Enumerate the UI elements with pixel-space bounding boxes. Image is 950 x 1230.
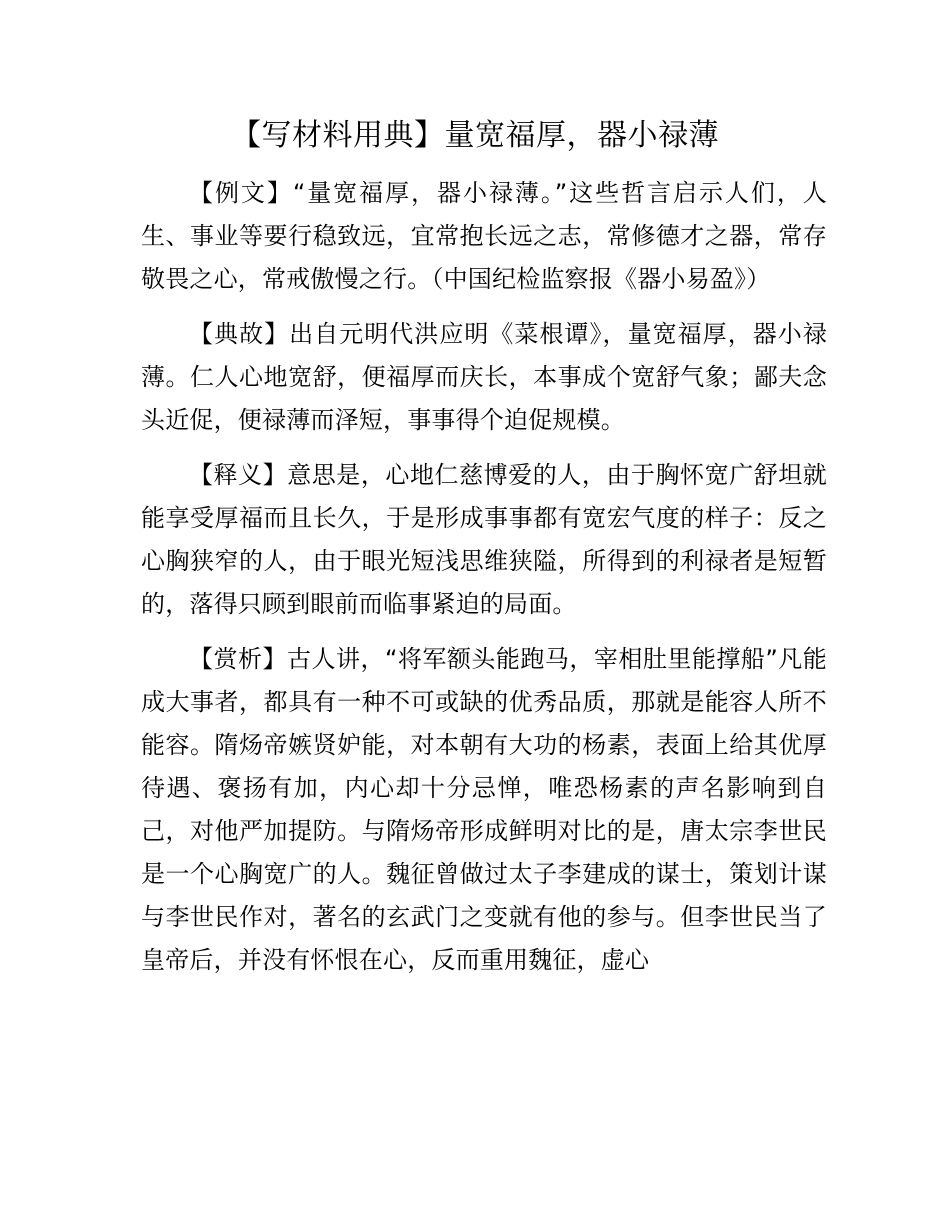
paragraph-example: 【例文】“量宽福厚，器小禄薄。”这些哲言启示人们，人生、事业等要行稳致远，宜常抱长远之志，常修德才之器，常存敬畏之心，常戒傲慢之行。（中国纪检监察报《器小易盈》） xyxy=(141,179,827,293)
document-title: 【写材料用典】量宽福厚，器小禄薄 xyxy=(231,118,719,153)
paragraph-meaning: 【释义】意思是，心地仁慈博爱的人，由于胸怀宽广舒坦就能享受厚福而且长久，于是形成事事都有宽宏气度的样子：反之心胸狭窄的人，由于眼光短浅思维狭隘，所得到的利禄者是短暂的，落得只顾到眼前而临事紧迫的局面。 xyxy=(141,461,827,618)
paragraph-allusion: 【典故】出自元明代洪应明《菜根谭》，量宽福厚，器小禄薄。仁人心地宽舒，便福厚而庆长，本事成个宽舒气象；鄙夫念头近促，便禄薄而泽短，事事得个迫促规模。 xyxy=(141,320,827,434)
paragraph-appreciation: 【赏析】古人讲，“将军额头能跑马，宰相肚里能撑船”凡能成大事者，都具有一种不可或缺的优秀品质，那就是能容人所不能容。隋炀帝嫉贤妒能，对本朝有大功的杨素，表面上给其优厚待遇、褒扬有加，内心却十分忌惮，唯恐杨素的声名影响到自己，对他严加提防。与隋炀帝形成鲜明对比的是，唐太宗李世民是一个心胸宽广的人。魏征曾做过太子李建成的谋士，策划计谋与李世民作对，著名的玄武门之变就有他的参与。但李世民当了皇帝后，并没有怀恨在心，反而重用魏征，虚心 xyxy=(141,645,827,974)
document-body xyxy=(141,172,827,994)
